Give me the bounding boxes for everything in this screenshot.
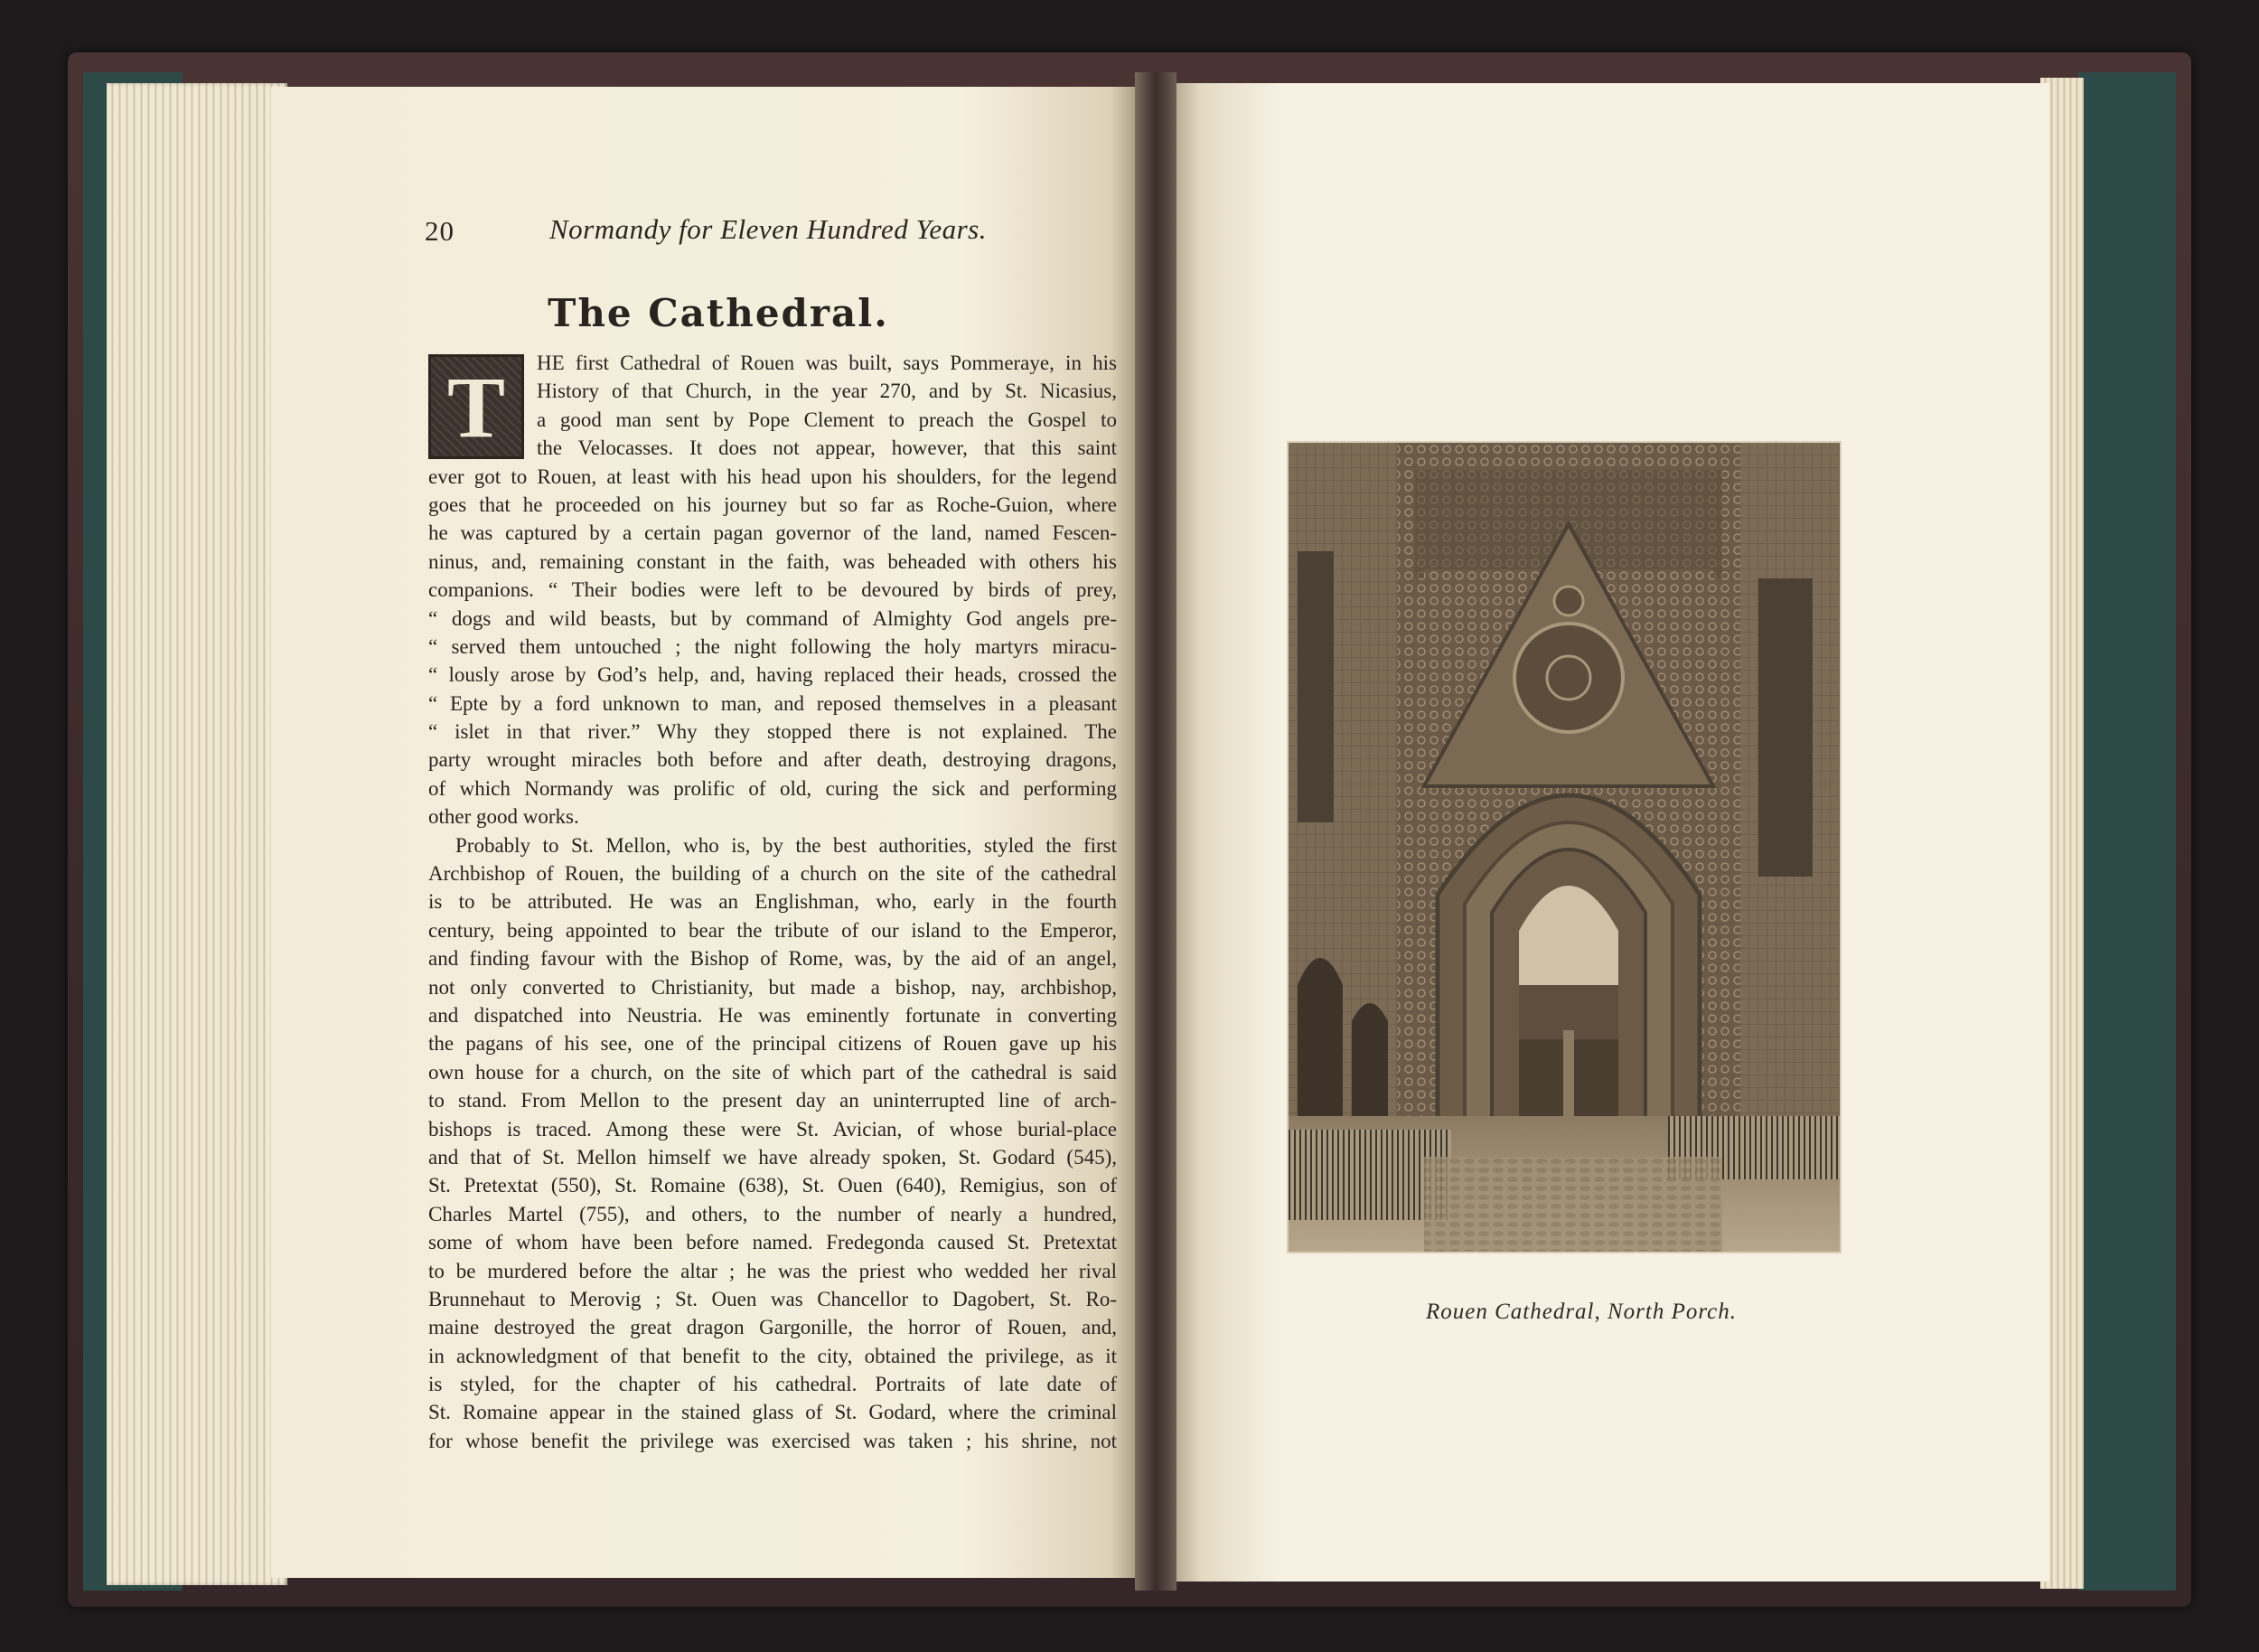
text-line: century, being appointed to bear the tribute of our island to the Emperor, <box>428 918 1117 942</box>
text-line: St. Pretextat (550), St. Romaine (638), St. Ouen (640), Remigius, son of <box>428 1174 1117 1197</box>
text-line: he was captured by a certain pagan governor of the land, named Fescen- <box>428 521 1117 545</box>
running-head: Normandy for Eleven Hundred Years. <box>549 213 987 245</box>
body-text <box>428 349 1117 1455</box>
text-line: other good works. <box>428 805 579 829</box>
page-number: 20 <box>425 215 455 247</box>
text-line: “ served them untouched ; the night following the holy martyrs miracu- <box>428 634 1117 658</box>
text-line: and that of St. Mellon himself we have already spoken, St. Godard (545), <box>428 1145 1117 1169</box>
drop-cap-initial: T <box>428 354 524 459</box>
text-line: to be murdered before the altar ; he was the priest who wedded her rival <box>428 1259 1117 1282</box>
text-line: ever got to Rouen, at least with his head upon his shoulders, for the legend <box>428 465 1117 488</box>
text-line: not only converted to Christianity, but made a bishop, nay, archbishop, <box>428 975 1117 999</box>
text-line: a good man sent by Pope Clement to preach the Gospel to <box>537 408 1117 431</box>
photo-caption: Rouen Cathedral, North Porch. <box>1425 1300 1738 1324</box>
text-line: “ dogs and wild beasts, but by command of Almighty God angels pre- <box>428 606 1117 630</box>
text-line: the pagans of his see, one of the principal citizens of Rouen gave up his <box>428 1032 1117 1056</box>
text-line: Charles Martel (755), and others, to the number of nearly a hundred, <box>428 1202 1117 1225</box>
chapter-title: The Cathedral. <box>548 291 889 335</box>
text-line: is styled, for the chapter of his cathedral. Portraits of late date of <box>428 1373 1117 1396</box>
text-line: of which Normandy was prolific of old, curing the sick and performing <box>428 776 1117 800</box>
text-line: party wrought miracles both before and after death, destroying dragons, <box>428 748 1117 772</box>
text-line: Probably to St. Mellon, who is, by the best authorities, styled the first <box>455 833 1117 857</box>
text-line: in acknowledgment of that benefit to the city, obtained the privilege, as it <box>428 1344 1117 1367</box>
text-line: maine destroyed the great dragon Gargonille, the horror of Rouen, and, <box>428 1316 1117 1339</box>
text-line: bishops is traced. Among these were St. Avician, of whose burial-place <box>428 1117 1117 1140</box>
text-line: goes that he proceeded on his journey but so far as Roche-Guion, where <box>428 493 1117 516</box>
text-line: “ islet in that river.” Why they stopped there is not explained. The <box>428 720 1117 744</box>
text-line: the Velocasses. It does not appear, however, that this saint <box>537 436 1117 460</box>
text-line: some of whom have been before named. Fredegonda caused St. Pretextat <box>428 1231 1117 1254</box>
endpaper-right <box>2078 72 2176 1591</box>
text-line: HE first Cathedral of Rouen was built, says Pommeraye, in his <box>537 352 1117 374</box>
text-line: “ lously arose by God’s help, and, having replaced their heads, crossed the <box>428 663 1117 687</box>
text-line: is to be attributed. He was an Englishman, who, early in the fourth <box>428 890 1117 914</box>
text-line: ninus, and, remaining constant in the faith, was beheaded with others his <box>428 549 1117 573</box>
cathedral-photograph <box>1287 441 1842 1253</box>
text-line: to stand. From Mellon to the present day an uninterrupted line of arch- <box>428 1089 1117 1112</box>
text-line: St. Romaine appear in the stained glass of St. Godard, where the criminal <box>428 1401 1117 1424</box>
page-edges-left <box>107 83 287 1585</box>
text-line: and dispatched into Neustria. He was eminently fortunate in converting <box>428 1003 1117 1027</box>
text-line: for whose benefit the privilege was exercised was taken ; his shrine, not <box>428 1429 1117 1452</box>
text-line: Archbishop of Rouen, the building of a church on the site of the cathedral <box>428 862 1117 886</box>
text-line: companions. “ Their bodies were left to be devoured by birds of prey, <box>428 578 1117 602</box>
text-line: History of that Church, in the year 270, and by St. Nicasius, <box>537 380 1117 403</box>
text-line: “ Epte by a ford unknown to man, and reposed themselves in a pleasant <box>428 691 1117 715</box>
book-gutter <box>1135 72 1176 1591</box>
text-line: Brunnehaut to Merovig ; St. Ouen was Chancellor to Dagobert, St. Ro- <box>428 1287 1117 1310</box>
text-line: own house for a church, on the site of which part of the cathedral is said <box>428 1060 1117 1084</box>
text-line: and finding favour with the Bishop of Rome, was, by the aid of an angel, <box>428 947 1117 971</box>
